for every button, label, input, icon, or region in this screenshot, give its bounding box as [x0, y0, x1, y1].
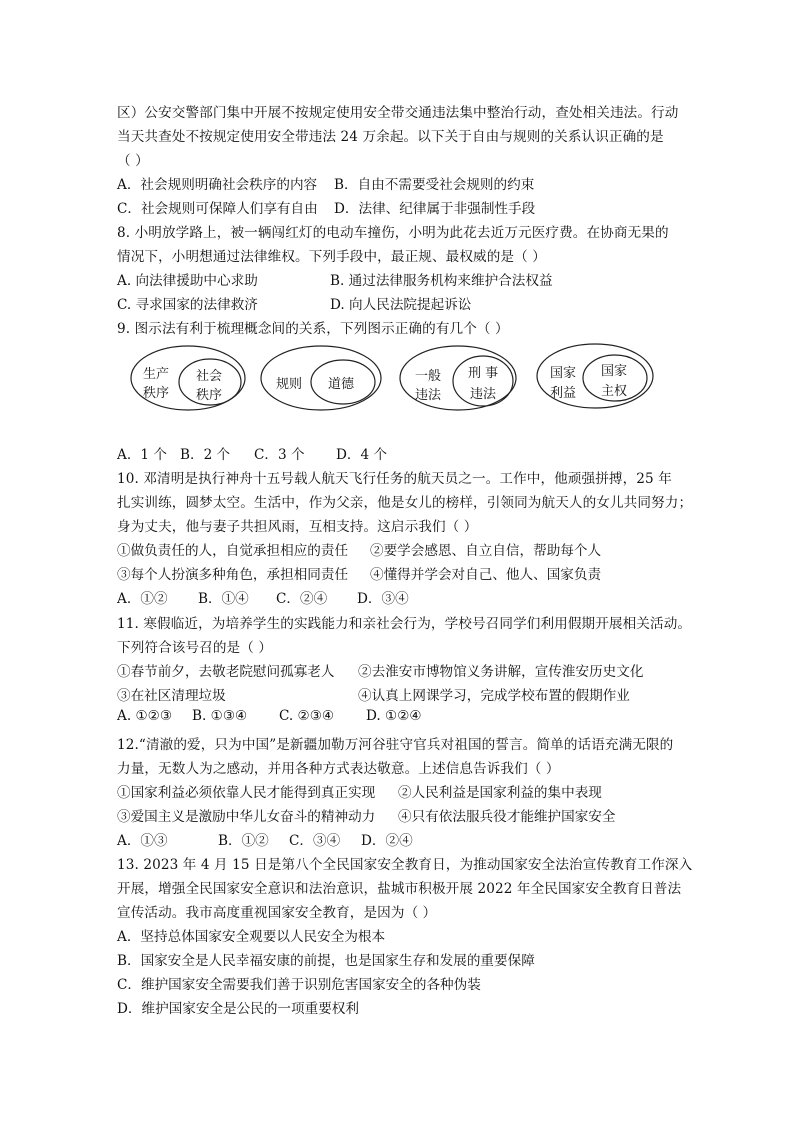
q7-option-c: C．社会规则可保障人们享有自由	[117, 201, 318, 217]
q12-item-3: ③爱国主义是激励中华儿女奋斗的精神动力	[117, 809, 376, 825]
q8-option-d: D. 向人民法院提起诉讼	[330, 297, 472, 313]
diagram-2-inner-label: 道德	[328, 377, 355, 392]
q10-item-4: ④懂得并学会对自己、他人、国家负责	[370, 567, 602, 583]
q13-stem-line-1: 13. 2023 年 4 月 15 日是第八个全民国家安全教育日，为推动国家安全法治宣传教育工作深入	[117, 857, 693, 873]
q10-item-3: ③每个人扮演多种角色，承担相同责任	[117, 567, 349, 583]
q11-item-1: ①春节前夕，去敬老院慰问孤寡老人	[117, 664, 335, 680]
q9-option-c: C．3 个	[254, 447, 305, 463]
diagram-1-inner-label-1: 社会	[196, 369, 223, 384]
q8-stem-line-1: 8. 小明放学路上，被一辆闯红灯的电动车撞伤，小明为此花去近万元医疗费。在协商无果的	[117, 225, 669, 241]
q11-item-3: ③在社区清理垃圾	[117, 688, 226, 704]
diagram-1	[131, 346, 245, 410]
q12-option-b: B．①②	[218, 833, 269, 849]
diagram-1-outer-label-1: 生产	[143, 367, 170, 382]
q10-stem-line-3: 身为丈夫，他与妻子共担风雨，互相支持。这启示我们（ ）	[117, 519, 478, 535]
diagram-4-outer-label-2: 利益	[550, 386, 577, 401]
diagram-4-inner-label-2: 主权	[601, 384, 628, 399]
q13-stem-line-3: 宣传活动。我市高度重视国家安全教育，是因为（ ）	[117, 905, 437, 921]
q10-option-a: A．①②	[117, 591, 168, 607]
q12-stem-line-2: 力量，无数人为之感动，并用各种方式表达敬意。上述信息告诉我们（ ）	[117, 761, 560, 777]
q7-stem-line-1: 区）公安交警部门集中开展不按规定使用安全带交通违法集中整治行动，查处相关违法。行动	[117, 105, 679, 121]
q9-option-a: A．1 个	[117, 447, 167, 463]
q9-stem: 9. 图示法有利于梳理概念间的关系，下列图示正确的有几个（ ）	[117, 321, 509, 337]
q7-option-a: A．社会规则明确社会秩序的内容	[117, 177, 318, 193]
q13-option-b: B．国家安全是人民幸福安康的前提，也是国家生存和发展的重要保障	[117, 953, 535, 969]
q10-stem-line-2: 扎实训练，圆梦太空。生活中，作为父亲，他是女儿的榜样，引领同为航天人的女儿共同努力；	[117, 495, 693, 511]
diagram-4-outer-label-1: 国家	[550, 366, 577, 381]
q8-option-c: C. 寻求国家的法律救济	[117, 297, 258, 313]
q13-option-c: C．维护国家安全需要我们善于识别危害国家安全的各种伪装	[117, 977, 481, 993]
diagram-3	[400, 346, 516, 410]
q10-stem-line-1: 10. 邓清明是执行神舟十五号载人航天飞行任务的航天员之一。工作中，他顽强拼搏，25 年	[117, 471, 672, 487]
diagram-3-inner-label-1: 刑 事	[468, 366, 499, 381]
q13-option-d: D．维护国家安全是公民的一项重要权利	[117, 1001, 359, 1017]
diagram-1-outer-label-2: 秩序	[143, 386, 170, 401]
q8-stem-line-2: 情况下，小明想通过法律维权。下列手段中，最正规、最权威的是（ ）	[117, 249, 546, 265]
q12-stem-line-1: 12.“清澈的爱，只为中国”是新疆加勒万河谷驻守官兵对祖国的誓言。简单的话语充满无限的	[117, 737, 674, 753]
q11-option-a: A. ①②③	[117, 708, 173, 724]
q10-option-d: D．③④	[357, 591, 409, 607]
q13-stem-line-2: 开展，增强全民国家安全意识和法治意识，盐城市积极开展 2022 年全民国家安全教育日普法	[117, 881, 682, 897]
q13-option-a: A．坚持总体国家安全观要以人民安全为根本	[117, 929, 386, 945]
q11-stem-line-2: 下列符合该号召的是（ ）	[117, 640, 273, 656]
q10-item-2: ②要学会感恩、自立自信，帮助每个人	[370, 543, 602, 559]
diagram-4-inner-label-1: 国家	[601, 364, 628, 379]
q7-stem-line-2: 当天共查处不按规定使用安全带违法 24 万余起。以下关于自由与规则的关系认识正确的是	[117, 129, 664, 145]
q7-stem-line-3: （ ）	[117, 153, 149, 169]
diagram-2-outer-label: 规则	[276, 377, 303, 392]
q12-item-2: ②人民利益是国家利益的集中表现	[398, 785, 602, 801]
q9-option-b: B．2 个	[180, 447, 231, 463]
q11-option-c: C. ②③④	[279, 708, 335, 724]
q9-option-d: D．4 个	[336, 447, 388, 463]
q10-item-1: ①做负责任的人，自觉承担相应的责任	[117, 543, 349, 559]
diagram-1-inner-label-2: 秩序	[196, 388, 223, 403]
concept-relation-diagrams	[128, 342, 668, 414]
diagram-3-outer-label-1: 一般	[415, 369, 442, 384]
q11-item-4: ④认真上网课学习，完成学校布置的假期作业	[358, 688, 630, 704]
q7-option-b: B．自由不需要受社会规则的约束	[334, 177, 535, 193]
q12-item-4: ④只有依法服兵役才能维护国家安全	[398, 809, 616, 825]
diagram-3-outer-label-2: 违法	[415, 388, 442, 403]
q11-stem-line-1: 11. 寒假临近，为培养学生的实践能力和亲社会行为，学校号召同学们利用假期开展相关活动。	[117, 616, 692, 632]
q8-option-b: B. 通过法律服务机构来维护合法权益	[330, 273, 553, 289]
q12-item-1: ①国家利益必须依靠人民才能得到真正实现	[117, 785, 376, 801]
diagram-4	[537, 344, 653, 408]
q10-option-c: C．②④	[276, 591, 328, 607]
q10-option-b: B．①④	[198, 591, 249, 607]
q7-option-d: D．法律、纪律属于非强制性手段	[334, 201, 536, 217]
q12-option-a: A．①③	[117, 833, 168, 849]
diagram-3-inner-label-2: 违法	[470, 387, 497, 402]
q11-option-b: B. ①③④	[192, 708, 248, 724]
q12-option-d: D．②④	[361, 833, 413, 849]
diagram-2	[261, 346, 381, 410]
q8-option-a: A. 向法律援助中心求助	[117, 273, 258, 289]
q11-option-d: D. ①②④	[366, 708, 422, 724]
q12-option-c: C．③④	[289, 833, 341, 849]
q11-item-2: ②去淮安市博物馆义务讲解，宣传淮安历史文化	[358, 664, 644, 680]
